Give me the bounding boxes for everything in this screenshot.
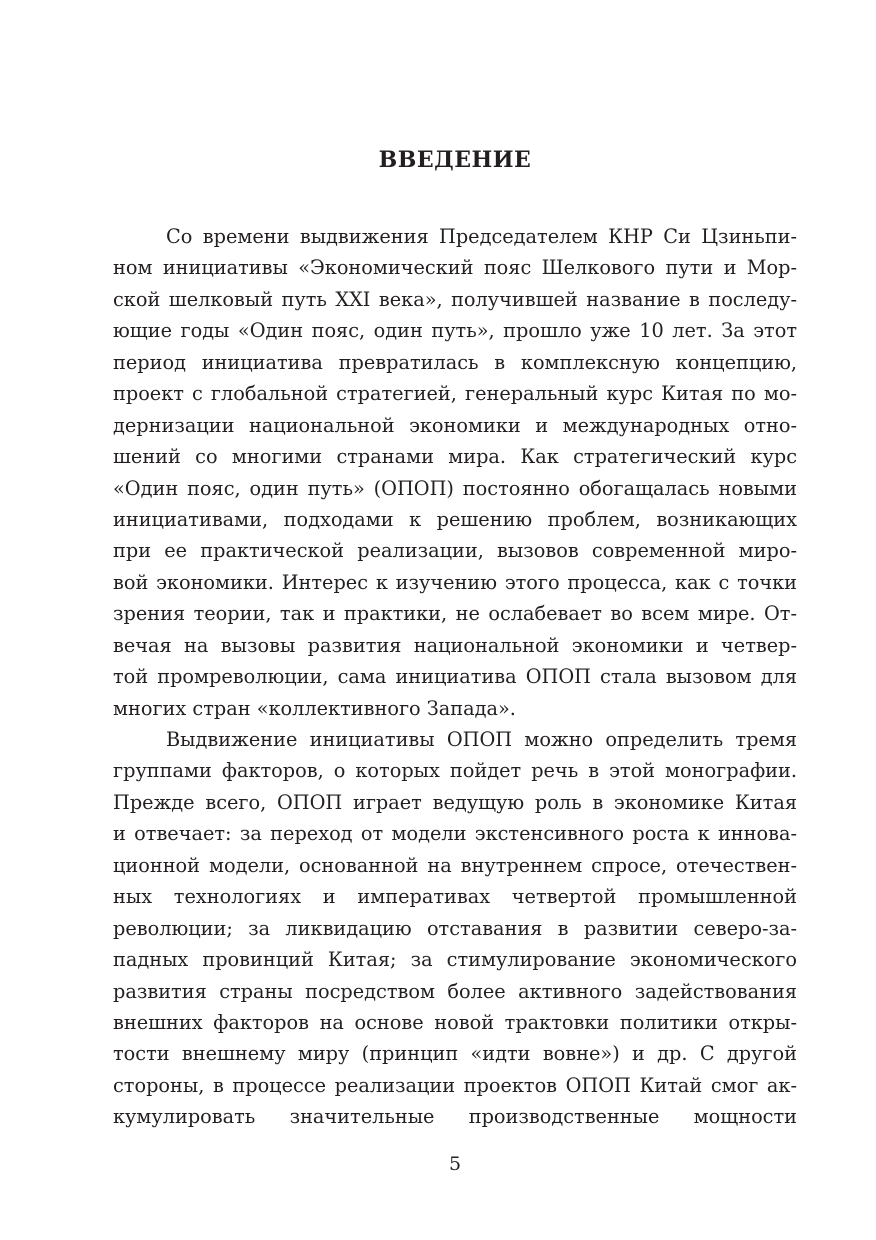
text-line: Со времени выдвижения Председателем КНР Си Цзиньпи-	[166, 225, 797, 248]
text-line: той промреволюции, сама инициатива ОПОП стала вызовом для	[113, 665, 797, 689]
text-line: ющие годы «Один пояс, один путь», прошло уже 10 лет. За этот	[113, 319, 797, 343]
text-line: многих стран «коллективного Запада».	[113, 696, 516, 720]
text-line: тости внешнему миру (принцип «идти вовне») и др. С другой	[113, 1042, 797, 1066]
page-number: 5	[448, 1153, 462, 1175]
text-line: развития страны посредством более активного задействования	[113, 979, 797, 1003]
text-line: Выдвижение инициативы ОПОП можно определить тремя	[166, 728, 797, 751]
text-line: инициативами, подходами к решению проблем, возникающих	[113, 507, 797, 531]
text-line: кумулировать значительные производственные мощности	[113, 1105, 797, 1129]
text-line: «Один пояс, один путь» (ОПОП) постоянно обогащалась новыми	[113, 476, 797, 500]
paragraph-2	[113, 724, 797, 1133]
text-line: революции; за ликвидацию отставания в развитии северо-за-	[113, 916, 797, 940]
text-line: внешних факторов на основе новой трактовки политики откры-	[113, 1010, 797, 1034]
text-line: вечая на вызовы развития национальной экономики и четвер-	[113, 633, 797, 657]
text-line: группами факторов, о которых пойдет речь в этой монографии.	[113, 759, 797, 783]
text-line: зрения теории, так и практики, не ослабевает во всем мире. От-	[113, 602, 797, 626]
text-line: ционной модели, основанной на внутреннем спросе, отечествен-	[113, 853, 797, 877]
text-line: при ее практической реализации, вызовов современной миро-	[113, 539, 797, 563]
text-line: вой экономики. Интерес к изучению этого процесса, как с точки	[113, 570, 797, 594]
body-text	[113, 221, 797, 1133]
text-line: Прежде всего, ОПОП играет ведущую роль в экономике Китая	[113, 790, 797, 814]
text-line: проект с глобальной стратегией, генеральный курс Китая по мо-	[113, 382, 797, 406]
text-line: ных технологиях и императивах четвертой промышленной	[113, 885, 797, 909]
text-line: дернизации национальной экономики и международных отно-	[113, 413, 797, 437]
text-line: и отвечает: за переход от модели экстенсивного роста к иннова-	[113, 822, 797, 846]
chapter-heading: ВВЕДЕНИЕ	[378, 147, 532, 173]
text-line: шений со многими странами мира. Как стратегический курс	[113, 445, 797, 469]
text-line: ской шелковый путь XXI века», получившей название в последу-	[113, 287, 797, 311]
text-line: стороны, в процессе реализации проектов ОПОП Китай смог ак-	[113, 1073, 797, 1097]
text-line: период инициатива превратилась в комплексную концепцию,	[113, 350, 797, 374]
text-line: ном инициативы «Экономический пояс Шелкового пути и Мор-	[113, 256, 797, 280]
paragraph-1	[113, 221, 797, 724]
text-line: падных провинций Китая; за стимулирование экономического	[113, 948, 797, 972]
